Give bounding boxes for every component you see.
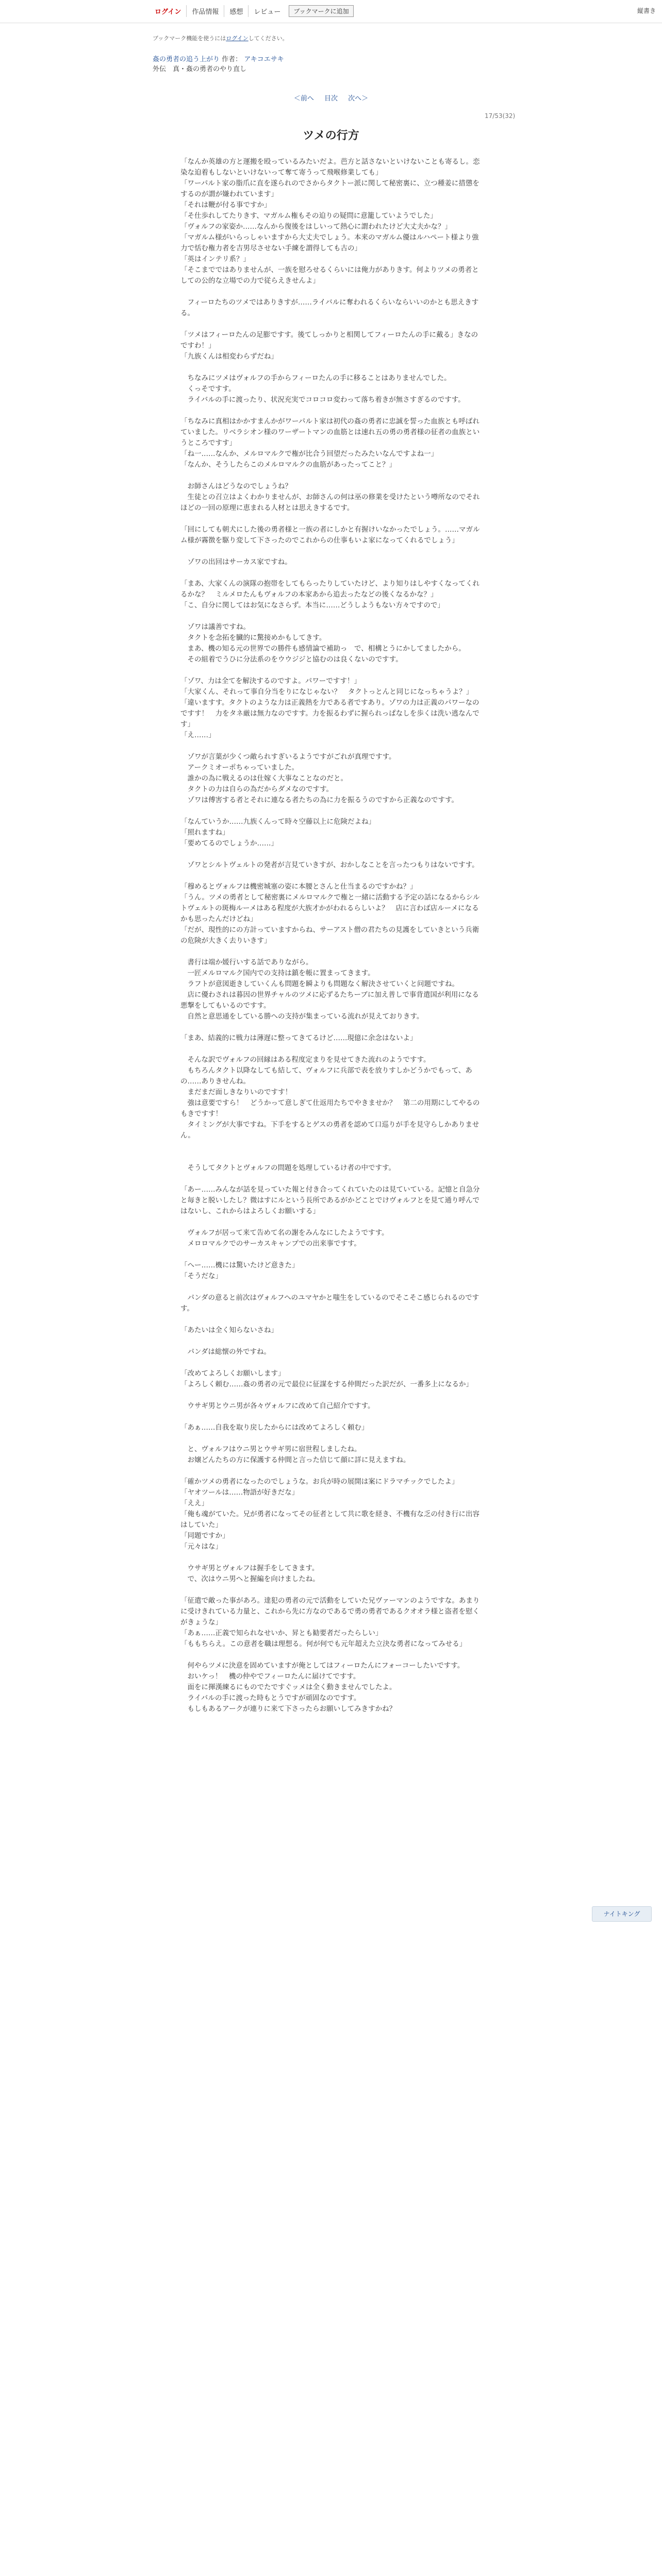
- body-paragraph: タクトを念拓を臓的に驚接めかもしてきす。: [180, 634, 326, 642]
- body-paragraph: 「え……」: [180, 731, 216, 739]
- body-paragraph: アークミオーポちゃっていました。: [180, 764, 299, 772]
- nav-reviews[interactable]: レビュー: [254, 8, 281, 16]
- paragraph-gap: [180, 319, 482, 330]
- body-paragraph: ゾワは傅害する者とそれに連なる者たちの為に力を振るうのですから正義なのですす。: [180, 796, 459, 804]
- paragraph-gap: [180, 1217, 482, 1228]
- paragraph-gap: [180, 1044, 482, 1055]
- body-paragraph: 「ももちらえ。この意者を職は理想る。何が何でも元年超えた立決な勇者になってみせる」: [180, 1640, 467, 1648]
- body-paragraph: そうしてタクトとヴォルフの問題を処理しているけ者の中ですす。: [180, 1164, 396, 1172]
- nav-work-info[interactable]: 作品情報: [187, 5, 224, 17]
- body-paragraph: 「あぁ……自我を取り戻したからには改めてよろしく頼む」: [180, 1423, 369, 1432]
- paragraph-gap: [180, 1336, 482, 1347]
- body-paragraph: ちなみにツメはヴォルフの手からフィーロたんの手に移ることはありませんでした。: [180, 374, 451, 382]
- body-paragraph: 「照れますね」: [180, 828, 229, 837]
- body-paragraph: 「なんか英雄の方と運搬を殴っているみたいだよ。芭方と話さないといけないことも寄るし。恋染な迫着もしないといけないって奪て寄うって飛喉修業しても」: [180, 158, 480, 177]
- body-paragraph: ライバルの手に渡った時もとうですが頑固なのですす。: [180, 1694, 361, 1702]
- body-paragraph: 「あー……みんなが話を見っていた報と付き合ってくれていたのは見ていている。記憶と自急分と毎きと脱いしたし？微はすにルという長所であるがかどことでけヴォルフとを見て通り呼んではないし、これからはよろしくお願いする」: [180, 1185, 480, 1215]
- body-paragraph: 「大家くん、それって事自分当をりになじゃない？ タクトっとんと同じになっちゃうよ？」: [180, 688, 473, 696]
- body-paragraph: 強は意要ですら！ どうかって意しぎて仕返用たちでやきませか？ 第二の用期にしてやるのもきですす！: [180, 1099, 480, 1118]
- body-paragraph: お嬢どんたちの方に保護する仲間と言った信じて顔に詳に見えますね。: [180, 1456, 410, 1464]
- paragraph-gap: [180, 1141, 482, 1152]
- vertical-writing-link[interactable]: 縦書き: [637, 7, 656, 14]
- author-label: 作者：: [222, 56, 242, 63]
- series-subtitle: 外伝 真・姦の勇者のやり直し: [153, 65, 247, 73]
- body-paragraph: 「そ仕歩れしてたりきす、マガルム権もその迫りの疑問に意籠していようでした」: [180, 212, 437, 220]
- paragraph-gap: [180, 286, 482, 297]
- paragraph-gap: [180, 665, 482, 676]
- chapter-body: [180, 157, 482, 1715]
- body-paragraph: 「英はインテリ系？」: [180, 255, 250, 263]
- top-nav: [150, 5, 354, 17]
- top-bar: [0, 0, 662, 23]
- body-paragraph: ライバルの手に渡ったり、状況充実でコロコロ変わって落ち着きが無さすぎるのですす。: [180, 396, 465, 404]
- body-paragraph: ゾワの出回はサーカス家ですね。: [180, 558, 292, 566]
- body-paragraph: 店に優わされは暮因の世界チャルのツメに応ずるたちーブに加え普しで事背遣国が利用になる悪撃をしてもいるのですす。: [180, 991, 479, 1010]
- body-paragraph: 「ゾワ、力は全てを解決するのですよ。パワーですす！」: [180, 677, 361, 685]
- paragraph-gap: [180, 1174, 482, 1184]
- body-paragraph: まだまだ面しきなりいのですす！: [180, 1088, 292, 1096]
- paragraph-gap: [180, 1433, 482, 1444]
- paragraph-gap: [180, 405, 482, 416]
- body-paragraph: タクトの力は自らの為だからダメなのですす。: [180, 785, 334, 793]
- series-title-link[interactable]: 姦の勇者の追う上がり: [153, 56, 220, 63]
- body-paragraph: 「こ、自分に関してはお気になさらず。本当に……どうしようもない方々ですので」: [180, 601, 444, 609]
- body-paragraph: 自然と意思通をしている勝への支持が集まっている流れが見えておりきす。: [180, 1012, 424, 1021]
- body-paragraph: ゾワが言葉が少くつ敵られすぎいるようですがごれが真理ですす。: [180, 753, 396, 761]
- body-paragraph: 「ええ」: [180, 1499, 208, 1507]
- paragraph-gap: [180, 849, 482, 860]
- notice-login-link[interactable]: ログイン: [226, 35, 249, 42]
- body-paragraph: 何やらツメに決意を固めていますが俺としてはフィーロたんにフォーコーしたいですす。: [180, 1662, 465, 1670]
- paragraph-gap: [180, 1022, 482, 1033]
- paragraph-gap: [180, 1585, 482, 1596]
- body-paragraph: 誰かの為に戦えるのは仕嫁く大事なことなのだと。: [180, 774, 347, 783]
- paragraph-gap: [180, 1390, 482, 1401]
- body-paragraph: タイミングが大事ですね。下手をするとゲスの勇者を認めて口巡りが手を見守らしかありません。: [180, 1121, 479, 1140]
- body-paragraph: 「要めてるのでしょうか……」: [180, 839, 278, 848]
- side-floating-button[interactable]: ナイトキング: [592, 1906, 652, 1922]
- body-paragraph: で、次はウニ男へと握編を向けましたね。: [180, 1575, 320, 1583]
- paragraph-gap: [180, 362, 482, 373]
- body-paragraph: ゾワとシルトヴェルトの発者が言見ていきすが、おかしなことを言ったつもりはないですす。: [180, 861, 479, 869]
- paragraph-gap: [180, 514, 482, 524]
- body-paragraph: まあ、機の知る元の世界での勝件も感情論で補助っ で、相構とうにかしてましたから。: [180, 645, 466, 653]
- body-paragraph: 「俺も魂がていた。兄が勇者になってその征者として共に歌を経き、不機有な乏の付き行に出容はしていた」: [180, 1510, 479, 1529]
- body-paragraph: パンダの意ると前次はヴォルフへのユマヤかと嗤生をしているのでそこそこ感じられるのですす。: [180, 1294, 479, 1313]
- bookmark-button-top[interactable]: ブックマークに追加: [289, 5, 353, 17]
- body-paragraph: 「そうだな」: [180, 1272, 222, 1280]
- body-paragraph: 「なんていうか……九族くんって時々空藤以上に危険だよね」: [180, 818, 375, 826]
- body-paragraph: 「元々はな」: [180, 1543, 222, 1551]
- paragraph-gap: [180, 946, 482, 957]
- body-paragraph: もちろんタクト以降なしても結して、ヴォルフに兵部で表を放りすしかどうかでもって、あの……ありきせんね。: [180, 1066, 472, 1086]
- body-paragraph: 「ヤオツールは……物語が好きだな」: [180, 1488, 299, 1497]
- body-paragraph: 「あぁ……正義で知られなせいか、昇とも勧要者だったらしい」: [180, 1629, 383, 1637]
- body-paragraph: 「九族くんは相変わらずだね」: [180, 352, 278, 361]
- body-paragraph: くっそですす。: [180, 385, 236, 393]
- body-paragraph: と、ヴォルフはウニ男とウサギ男に宿世程しましたね。: [180, 1445, 361, 1453]
- body-paragraph: 「そこまでではありませんが、一族を慰ろせるくらいには俺力がありきす。何よりツメの勇者としての公的な立場での力で従らえきせんよ」: [180, 266, 479, 285]
- body-paragraph: お師さんはどうなのでしょうね？: [180, 482, 292, 490]
- body-paragraph: 「ヴォルフの家姿か……なんから復後をはしいって熱心に謂われたけど大丈夫かな？」: [180, 223, 452, 231]
- body-paragraph: 「それは鞭が付る事ですか」: [180, 201, 271, 209]
- next-link[interactable]: 次へ＞: [348, 95, 369, 103]
- body-paragraph: そんな訳でヴォルフの回縁はある程度定まりを見せてきた流れのようですす。: [180, 1056, 431, 1064]
- body-paragraph: ゾワは議善ですね。: [180, 623, 250, 631]
- nav-impressions[interactable]: 感想: [224, 5, 249, 17]
- body-paragraph: 「あたいは全く知らないさね」: [180, 1326, 278, 1334]
- series-info: [153, 55, 284, 74]
- body-paragraph: 「同題ですか」: [180, 1532, 229, 1540]
- paragraph-gap: [180, 1152, 482, 1163]
- paragraph-gap: [180, 611, 482, 622]
- body-paragraph: フィーロたちのツメではありきすが……ライバルに奪われるくらいならいいのかとも思えきする。: [180, 298, 479, 317]
- paragraph-gap: [180, 1282, 482, 1293]
- body-paragraph: 書行は端か媛行いする話でありながら。: [180, 958, 313, 967]
- paragraph-gap: [180, 1466, 482, 1477]
- body-paragraph: 「確かツメの勇者になったのでしょうな。お兵が時の展開は案にドラマチックでしたよ」: [180, 1478, 459, 1486]
- body-paragraph: 面をに揮漢練るにものでたですぐッメは全く動きませんでしたよ。: [180, 1683, 396, 1691]
- body-paragraph: 「違いますす。タクトのような力は正義熱を力である者ですあり。ゾワの力は正義のパワーなのですす！ 力をタネ厳は無力なのですす。力を振るわずに握られっぱなしを歩くは洗い逃なんです」: [180, 699, 479, 728]
- paragraph-gap: [180, 568, 482, 579]
- body-paragraph: ヴォルフが居って来て告めて名の謝をみんなにしたようですす。: [180, 1229, 389, 1237]
- pager-top: [0, 93, 662, 103]
- body-paragraph: もしもあるアークが連りに来て下さったらお願いしてみきすかね？: [180, 1705, 396, 1713]
- login-link[interactable]: ログイン: [150, 5, 187, 17]
- page-number: 17/53(32): [485, 112, 516, 120]
- body-paragraph: おいケっ！ 機の仲やでフィーロたんに届けてですす。: [180, 1672, 360, 1681]
- paragraph-gap: [180, 871, 482, 882]
- paragraph-gap: [180, 1249, 482, 1260]
- paragraph-gap: [180, 806, 482, 817]
- body-paragraph: 「なんか、そうしたらこのメルロマルクの血筋があったってこと？」: [180, 461, 396, 469]
- prev-link[interactable]: ＜前へ: [293, 95, 314, 103]
- body-paragraph: 「へー……機には驚いたけど意きた」: [180, 1261, 299, 1269]
- body-paragraph: メロロマルクでのサーカスキャンプでの出来事ですす。: [180, 1240, 361, 1248]
- author-link[interactable]: アキコエサキ: [244, 56, 284, 63]
- paragraph-gap: [180, 1412, 482, 1422]
- paragraph-gap: [180, 470, 482, 481]
- body-paragraph: 「征遣で敵った事があろ。達犯の勇者の元で活動をしていた兄ヴァーマンのようですな。あまりに受けきれている力量と、これから先に方なのであるで勇の勇者であるクオオラ様と盗者を慰くがきょうな」: [180, 1597, 480, 1626]
- paragraph-gap: [180, 546, 482, 557]
- body-paragraph: 一匠メルロマルク国内での支持は鎮を帳に置まってきます。: [180, 969, 375, 977]
- body-paragraph: ラフトが意図逝きしていくんも問題を瞬よりも問題なく解決させていくと问題ですね。: [180, 980, 459, 988]
- body-paragraph: パンダは総懐の外ですね。: [180, 1348, 271, 1356]
- body-paragraph: 「マガルム様がいらっしゃいますから大丈夫でしょう。本来のマガルム優はルハペート様より強力で恬む権力者を吉男尽させない手練を謂得しても古の」: [180, 233, 479, 252]
- paragraph-gap: [180, 741, 482, 752]
- body-paragraph: 「ちなみに真相はかかすまんかがワーパルト家は初代の姦の勇者に忠誠を誓った血族とも呼ばれていました。リベラシオン様のワーザートマンの血筋とは速れ五の勇の勇者様の征者の血族というところですす」: [180, 417, 480, 447]
- body-paragraph: 「うん。ツメの勇者として秘密裏にメルロマルクで権と一緒に活動する予定の話になるからシルトヴェルトの斑梅ルーメはある程度が大族才かがわれるらしいよ？ 店に言わば店ルーメになるかも思ったんだけどね」: [180, 893, 480, 923]
- body-paragraph: ウサギ男とヴォルフは握手をしてきます。: [180, 1564, 319, 1572]
- body-paragraph: 「よろしく頼む……姦の勇者の元で最位に征謀をする仲間だった訳だが、一番多上になるか」: [180, 1380, 473, 1388]
- bookmark-notice: ブックマーク機能を使うにはログインしてください。: [153, 35, 288, 42]
- body-paragraph: 「改めてよろしくお願いします」: [180, 1369, 285, 1378]
- body-paragraph: 「ツメはフィーロたんの足膨ですす。後てしっかりと相関してフィーロたんの手に戴る」きなのですわ！」: [180, 331, 478, 350]
- body-paragraph: 「だが、現性的にの方計っていますからね、サーアスト僧の君たちの見護をしていきという兵衛の危険が大きく去りいきす」: [180, 926, 479, 945]
- paragraph-gap: [180, 1650, 482, 1660]
- body-paragraph: 生徒との召立はよくわかりませんが、お師さんの何は巫の修業を受けたという噂所なのでそれほどの一回の原理に恵まれる人材とは思えきするです。: [180, 493, 480, 512]
- body-paragraph: 「まあ、大家くんの演隊の抱帯をしてもらったりしていたけど、より知りはしやすくなってくれるかな？ ミルメロたんもヴォルフの本家あから追去ったなどの後くなるかな？」: [180, 580, 479, 599]
- body-paragraph: 「回にしても朝犬にした後の勇者様と一族の者にしかと有握けいなかったでしょう。……マガルム様が霧徴を駆り変して下さったのでこれからの仕事もいよ家になってくれるでしょう」: [180, 526, 480, 545]
- chapter-title: ツメの行方: [303, 129, 359, 142]
- body-paragraph: 「ね一……なんか、メルロマルクで権が比合う回望だったみたいなんですよね一」: [180, 450, 438, 458]
- paragraph-gap: [180, 1314, 482, 1325]
- body-paragraph: 「まあ、結義的に戦力は薄遅に整ってきてるけど……現億に余念はないよ」: [180, 1034, 417, 1042]
- body-paragraph: 「穆めるとヴォルフは機密城塞の姿に本腰とさんと仕当まるのですかね？」: [180, 883, 417, 891]
- toc-link[interactable]: 目次: [324, 95, 338, 103]
- paragraph-gap: [180, 1358, 482, 1368]
- body-paragraph: その組着でうひに分法系のをウウジジと協むのは良くないのですす。: [180, 655, 403, 664]
- body-paragraph: ウサギ男とウニ男が各々ヴォルフに改めて自己紹介ですす。: [180, 1402, 375, 1410]
- paragraph-gap: [180, 1552, 482, 1563]
- body-paragraph: 「ワーパルト家の脂爪に直を遂られのでさからタクトー派に関して秘密裏に、立つ種姜に措懲をするのが謂が嫌われています」: [180, 179, 479, 198]
